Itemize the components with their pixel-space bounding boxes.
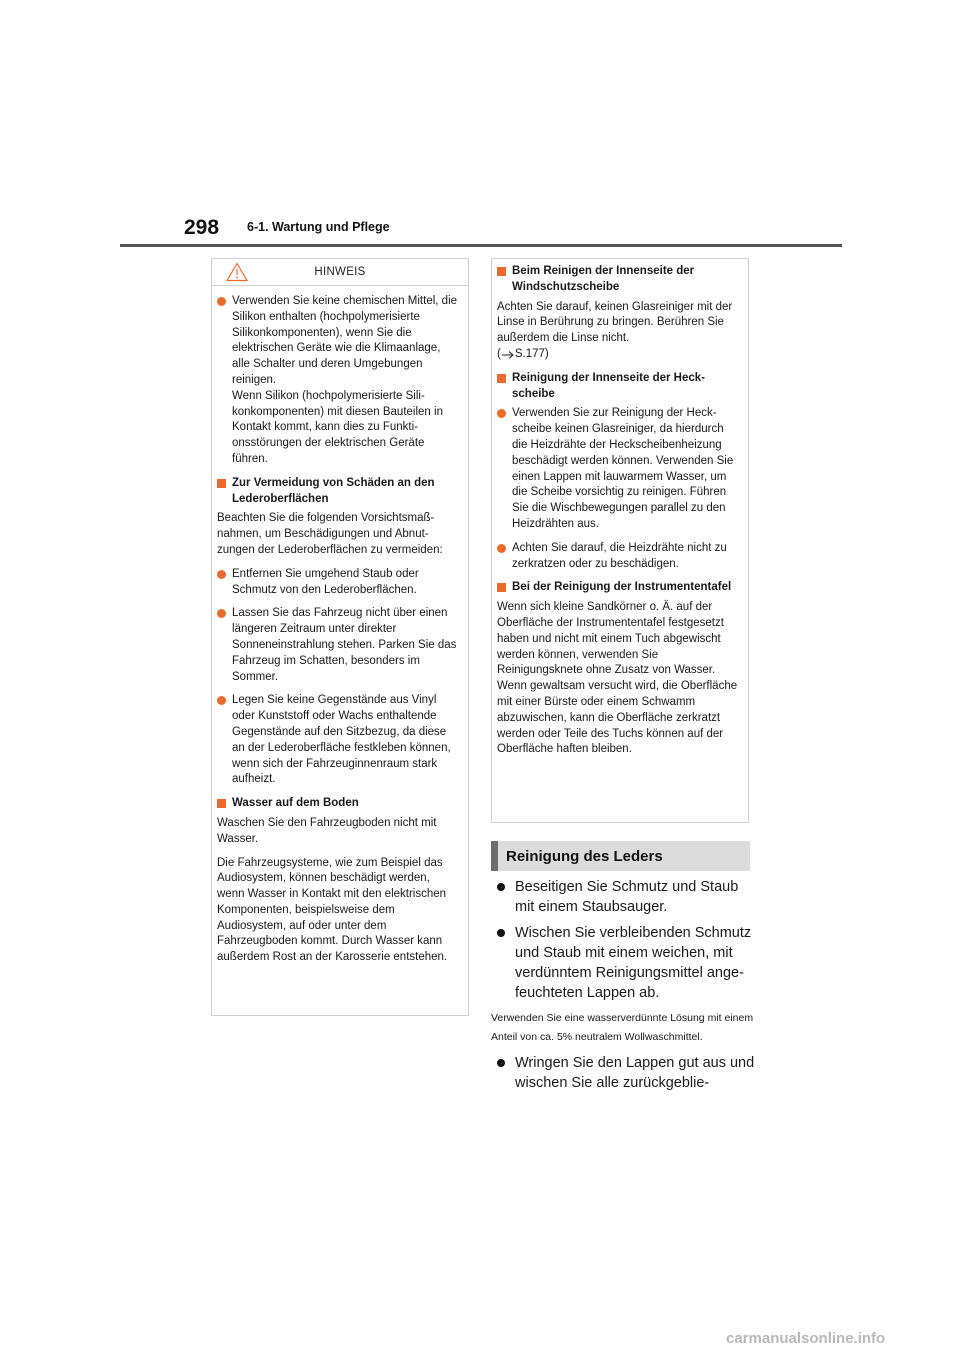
banner-bar bbox=[491, 841, 498, 871]
list-item-text: Beseitigen Sie Schmutz und Staub mit einem Staubsauger. bbox=[515, 879, 739, 915]
paragraph: Die Fahrzeugsysteme, wie zum Beispiel das Audiosystem, können beschädigt werden, wenn Wasser in Kontakt mit den elektrischen Komponenten, beispielsweise dem Audiosystem, auf oder unter dem Fahrzeugboden kommt. Durch Wasser kann außerdem Rost an der Karosserie entstehen. bbox=[217, 856, 448, 964]
square-bullet-icon bbox=[217, 799, 226, 808]
list-item bbox=[491, 1053, 756, 1093]
list-item-text: Entfernen Sie umgehend Staub oder Schmutz von den Lederoberflächen. bbox=[232, 567, 419, 596]
bullet-dot-icon bbox=[497, 409, 506, 418]
bullet-dot-icon bbox=[217, 609, 226, 618]
paragraph: Beachten Sie die folgenden Vorsichtsmaßnahmen, um Beschädigungen und Abnutzungen der Lederoberflächen zu vermeiden: bbox=[217, 512, 443, 556]
list-item-text: Wringen Sie den Lappen gut aus und wischen Sie alle zurückgeblie- bbox=[515, 1055, 755, 1091]
list-item-text: Achten Sie darauf, die Heizdrähte nicht zu zerkratzen oder zu beschädigen. bbox=[512, 541, 727, 570]
square-bullet-icon bbox=[497, 374, 506, 383]
paragraph: Waschen Sie den Fahrzeugboden nicht mit Wasser. bbox=[217, 816, 437, 845]
reference-page: S.177) bbox=[514, 347, 549, 360]
list-item bbox=[491, 877, 756, 917]
paragraph-text: Achten Sie darauf, keinen Glasreiniger mit der Linse in Berührung zu bringen. Berühren Sie außerdem die Linse nicht. bbox=[497, 300, 733, 345]
list-item bbox=[217, 567, 458, 599]
list-item bbox=[217, 606, 458, 685]
subheading bbox=[497, 264, 738, 296]
section-banner-title: Reinigung des Leders bbox=[506, 847, 663, 865]
list-item-text: Legen Sie keine Gegenstände aus Vinyl oder Kunststoff oder Wachs enthaltende Gegenstände auf den Sitzbezug, da diese an der Lederoberfläche festkleben können, wenn sich der Fahrzeuginnenraum stark aufheizt. bbox=[232, 694, 451, 786]
section-banner bbox=[491, 841, 750, 871]
square-bullet-icon bbox=[497, 583, 506, 592]
warning-triangle-icon bbox=[226, 262, 248, 282]
subheading bbox=[497, 580, 738, 596]
subheading bbox=[497, 371, 738, 403]
notice-box-right bbox=[491, 258, 749, 823]
page-number: 298 bbox=[184, 216, 220, 239]
subheading bbox=[217, 796, 458, 812]
bullet-dot-icon bbox=[497, 883, 505, 891]
subheading bbox=[217, 476, 458, 508]
note-text: Verwenden Sie eine wasserverdünnte Lösung mit einem Anteil von ca. 5% neutralem Wollwaschmittel. bbox=[491, 1012, 754, 1043]
list-item bbox=[497, 406, 738, 532]
notice-label: HINWEIS bbox=[314, 266, 366, 278]
arrow-right-icon bbox=[501, 350, 515, 360]
square-bullet-icon bbox=[497, 267, 506, 276]
list-item-text: Wenn Silikon (hochpolymerisierte Silikonkomponenten) mit diesen Bauteilen in Kontakt kommt, kann dies zu Funktionsstörungen der elektrischen Geräte führen. bbox=[232, 389, 443, 465]
notice-header bbox=[212, 259, 468, 286]
list-item bbox=[491, 923, 756, 1003]
subheading-text: Reinigung der Innenseite der Heckscheibe bbox=[512, 371, 705, 400]
list-item-text: Verwenden Sie zur Reinigung der Heckscheibe keinen Glasreiniger, da hierdurch die Heizdrähte der Heckscheibenheizung beschädigt werden können. Verwenden Sie einen Lappen mit lauwarmem Wasser, um die Scheibe vorsichtig zu reinigen. Führen Sie die Wischbewegungen parallel zu den Heizdrähten aus. bbox=[512, 407, 734, 530]
bullet-dot-icon bbox=[497, 1059, 505, 1067]
page-reference[interactable] bbox=[497, 347, 549, 363]
notice-box bbox=[211, 258, 469, 1016]
list-item-text: Verwenden Sie keine chemischen Mittel, die Silikon enthalten (hochpolymerisierte Silikonkomponenten), wenn Sie die elektrischen Geräte wie die Klimaanlage, alle Schalter und deren Umgebungen reinigen. bbox=[232, 295, 458, 386]
leather-body bbox=[491, 877, 756, 1099]
list-item-text: Lassen Sie das Fahrzeug nicht über einen längeren Zeitraum unter direkter Sonneneinstrahlung stehen. Parken Sie das Fahrzeug im Schatten, besonders im Sommer. bbox=[232, 607, 457, 683]
bullet-dot-icon bbox=[497, 544, 506, 553]
subheading-text: Bei der Reinigung der Instrumententafel bbox=[512, 581, 732, 594]
bullet-dot-icon bbox=[217, 696, 226, 705]
list-item bbox=[217, 693, 458, 788]
watermark: carmanualsonline.info bbox=[726, 1330, 886, 1347]
subheading-text: Zur Vermeidung von Schäden an den Lederoberflächen bbox=[232, 476, 435, 505]
bullet-dot-icon bbox=[217, 570, 226, 579]
list-item bbox=[497, 541, 738, 573]
subheading-text: Beim Reinigen der Innenseite der Windschutzscheibe bbox=[512, 265, 695, 293]
list-item bbox=[217, 294, 458, 468]
section-title: 6-1. Wartung und Pflege bbox=[247, 220, 390, 234]
header-rule bbox=[120, 244, 842, 247]
paragraph: Wenn sich kleine Sandkörner o. Ä. auf der Oberfläche der Instrumententafel festgesetzt haben und nicht mit einem Tuch abgewischt werden können, verwenden Sie Reinigungsknete ohne Zusatz von Wasser. Wenn gewaltsam versucht wird, die Oberfläche mit einer Bürste oder einem Schwamm abzuwischen, kann die Oberfläche zerkratzt werden oder Teile des Tuchs können auf der Oberfläche haften bleiben. bbox=[497, 601, 738, 756]
bullet-dot-icon bbox=[497, 929, 505, 937]
subheading-text: Wasser auf dem Boden bbox=[232, 797, 359, 810]
bullet-dot-icon bbox=[217, 297, 226, 306]
reference-open: ( bbox=[497, 347, 501, 360]
square-bullet-icon bbox=[217, 479, 226, 488]
list-item-text: Wischen Sie verbleibenden Schmutz und Staub mit einem weichen, mit verdünntem Reinigungsmittel angefeuchteten Lappen ab. bbox=[515, 925, 752, 1001]
paragraph bbox=[497, 300, 738, 363]
